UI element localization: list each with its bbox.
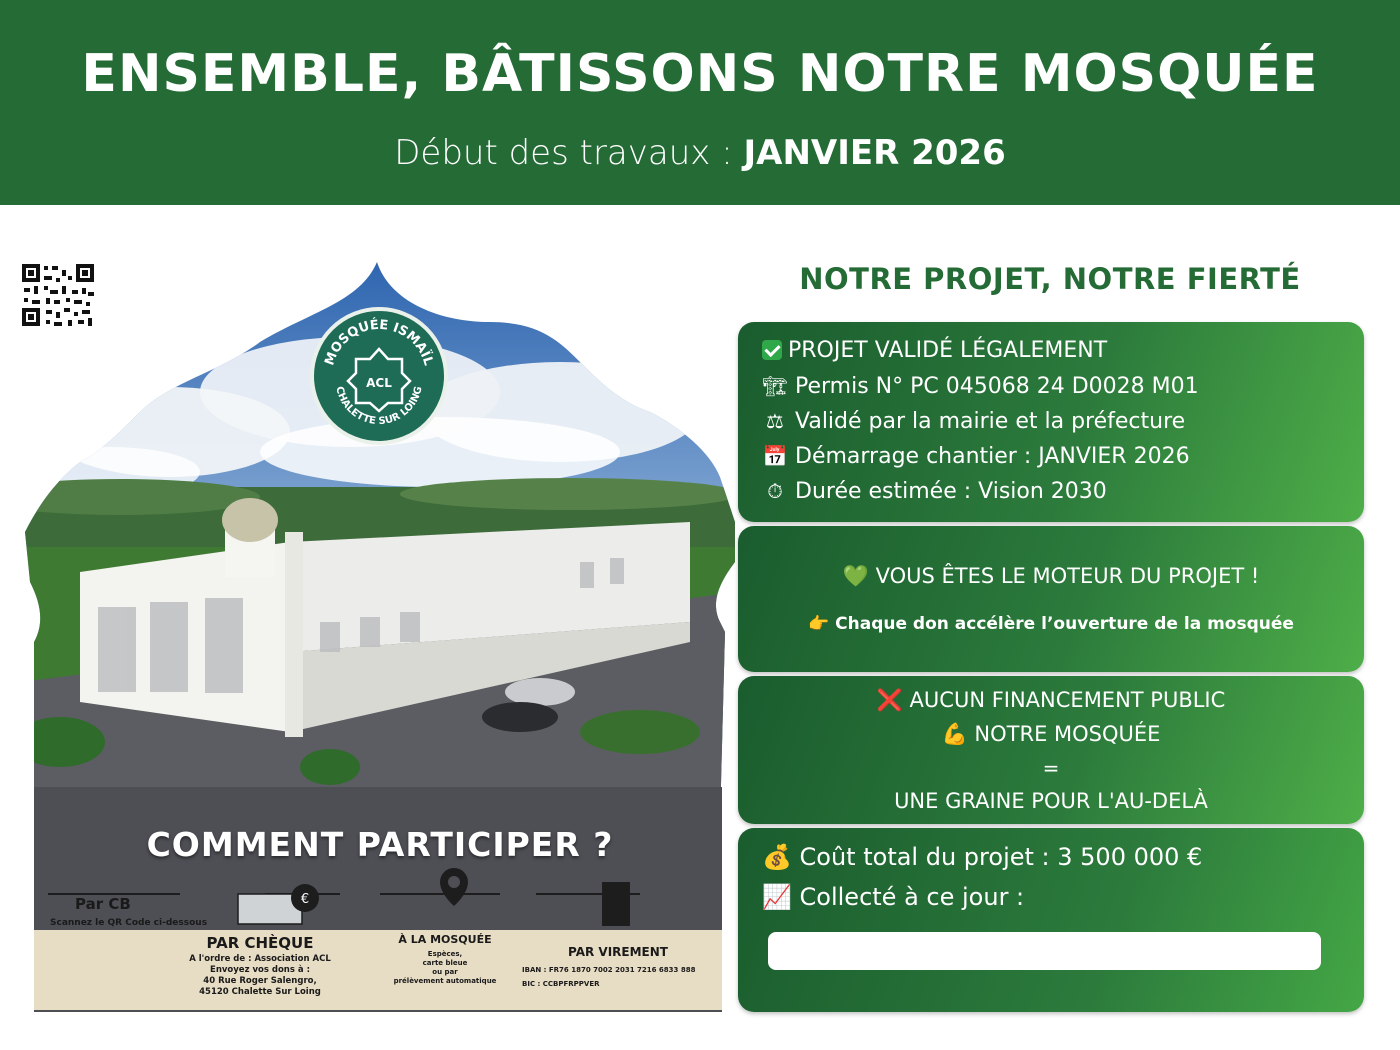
check-icon — [762, 340, 782, 360]
card1-text: PROJET VALIDÉ LÉGALEMENT — [788, 338, 1108, 363]
cheque-line: Envoyez vos dons à : — [210, 965, 310, 975]
card3-line-public — [738, 688, 1364, 713]
payment-cb-text: Scannez le QR Code ci-dessous — [50, 918, 208, 928]
cheque-line: 40 Rue Roger Salengro, — [203, 976, 317, 986]
card4-line-cost — [762, 842, 1202, 872]
muscle-icon: 💪 — [941, 722, 968, 746]
card1-line-permit — [762, 371, 1199, 402]
subtitle-prefix: Début des travaux : — [394, 133, 733, 173]
card1-text: Démarrage chantier : JANVIER 2026 — [795, 444, 1190, 469]
mosque-line: Espèces, — [427, 950, 463, 958]
card3-line-mosque — [738, 722, 1364, 747]
pointing-hand-icon: 👉 — [808, 614, 830, 634]
card4-text: Collecté à ce jour : — [799, 883, 1025, 911]
card-project-validated — [738, 322, 1364, 522]
svg-text:MOSQUÉE ISMAÏL — [322, 317, 435, 368]
logo-ring — [314, 311, 444, 441]
chart-increasing-icon: 📈 — [762, 883, 792, 911]
payment-iban: IBAN : FR76 1870 7002 2031 7216 6833 888 — [522, 966, 696, 974]
payment-cb-title: Par CB — [75, 895, 131, 913]
mosque-line: carte bleue — [422, 959, 468, 967]
card3-text: AUCUN FINANCEMENT PUBLIC — [909, 688, 1226, 712]
payment-bic: BIC : CCBPFRPPVER — [522, 980, 600, 988]
mosque-line: ou par — [432, 968, 458, 976]
card-cost — [738, 828, 1364, 1012]
card3-line-seed: UNE GRAINE POUR L'AU-DELÀ — [894, 789, 1208, 813]
crane-icon: 🏗 — [762, 374, 788, 398]
card2-text: Chaque don accélère l’ouverture de la mosquée — [835, 614, 1294, 634]
comment-participer-title: COMMENT PARTICIPER ? — [146, 825, 614, 864]
subtitle-date: JANVIER 2026 — [743, 133, 1006, 173]
payment-cheque-text — [180, 954, 340, 998]
card1-line-validated — [762, 336, 1107, 366]
card1-text: Durée estimée : Vision 2030 — [795, 479, 1107, 504]
collected-progress-bar — [768, 932, 1321, 970]
header-banner — [0, 0, 1400, 205]
card1-text: Validé par la mairie et la préfecture — [795, 409, 1186, 434]
project-title: NOTRE PROJET, NOTRE FIERTÉ — [799, 262, 1301, 296]
card2-line-donation — [738, 614, 1364, 634]
card4-text: Coût total du projet : 3 500 000 € — [799, 843, 1203, 871]
card2-text: VOUS ÊTES LE MOTEUR DU PROJET ! — [875, 564, 1260, 588]
payment-virement-title: PAR VIREMENT — [568, 945, 668, 959]
logo-center-text: ACL — [366, 376, 392, 390]
payment-mosque-title: À LA MOSQUÉE — [398, 933, 492, 946]
scales-icon: ⚖ — [766, 409, 784, 433]
card4-line-collected — [762, 882, 1024, 912]
logo-bottom-text: CHALETTE SUR LOING — [333, 385, 425, 428]
green-heart-icon: 💚 — [842, 564, 869, 588]
mosque-logo — [310, 307, 448, 445]
mosque-poster — [20, 262, 740, 1012]
card-motor — [738, 526, 1364, 672]
payment-mosque-text — [375, 950, 515, 986]
cheque-line: 45120 Chalette Sur Loing — [199, 987, 321, 997]
qr-code[interactable] — [20, 262, 96, 328]
page-subtitle — [0, 132, 1400, 174]
cross-icon: ❌ — [876, 688, 903, 712]
calendar-icon: 📅 — [762, 444, 788, 468]
card1-line-duration — [762, 476, 1107, 507]
card1-line-start — [762, 441, 1190, 472]
mosque-line: prélèvement automatique — [393, 977, 497, 985]
card2-line-motor — [738, 564, 1364, 589]
card1-text: Permis N° PC 045068 24 D0028 M01 — [795, 374, 1199, 399]
card3-line-equals: = — [1042, 756, 1060, 780]
card1-line-approval — [762, 406, 1185, 437]
card3-text: NOTRE MOSQUÉE — [974, 722, 1161, 746]
stopwatch-icon: ⏱ — [767, 479, 783, 503]
phone-icon — [602, 882, 630, 926]
svg-text:CHALETTE SUR LOING — [333, 385, 424, 427]
logo-top-text: MOSQUÉE ISMAÏL — [322, 317, 436, 368]
page-title: ENSEMBLE, BÂTISSONS NOTRE MOSQUÉE — [81, 44, 1319, 104]
money-bag-icon: 💰 — [762, 843, 792, 871]
payment-cheque-title: PAR CHÈQUE — [206, 934, 314, 952]
cheque-line: A l'ordre de : Association ACL — [189, 954, 331, 964]
svg-text:€: € — [300, 892, 310, 907]
card-funding — [738, 676, 1364, 824]
